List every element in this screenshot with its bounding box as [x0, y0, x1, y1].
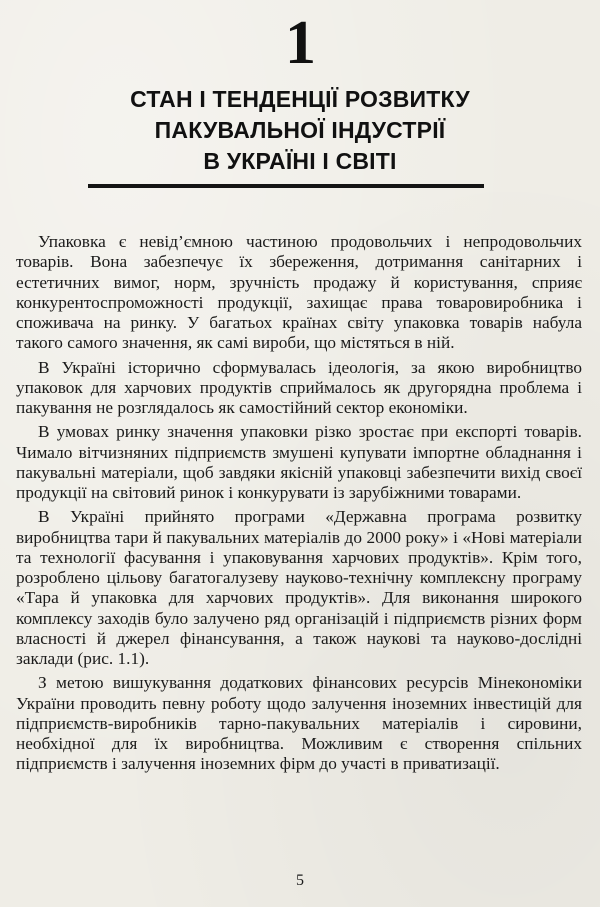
chapter-title-line: СТАН І ТЕНДЕНЦІЇ РОЗВИТКУ	[130, 86, 470, 112]
chapter-title-line: ПАКУВАЛЬНОЇ ІНДУСТРІЇ	[154, 117, 446, 143]
paragraph: В Україні прийнято програми «Державна програма розвитку виробництва тари й пакувальних матеріалів до 2000 року» і «Нові матеріали та технології фасування і упаковування харчових продуктів». Крім того, розроблено цільову багатогалузеву науково-технічну комплексну програму «Тара й упаковка для харчових продуктів». Для виконання широкого комплексу заходів було залучено ряд організацій і підприємств різних форм власності й джерел фінансування, а також наукові та науково-дослідні заклади (рис. 1.1).	[16, 507, 582, 668]
chapter-body	[16, 232, 582, 779]
paragraph: В Україні історично сформувалась ідеологія, за якою виробництво упаковок для харчових продуктів сприймалось як другорядна проблема і пакування не розглядалось як самостійний сектор економіки.	[16, 357, 582, 417]
chapter-title-line: В УКРАЇНІ І СВІТІ	[203, 148, 397, 174]
chapter-title	[60, 84, 540, 177]
title-underline-rule	[88, 184, 484, 188]
paragraph: В умовах ринку значення упаковки різко зростає при експорті товарів. Чимало вітчизняних підприємств змушені купувати імпортне обладнання і пакувальні матеріали, щоб завдяки якісній упаковці забезпечити вихід своєї продукції на світовий ринок і конкурувати із зарубіжними товарами.	[16, 422, 582, 502]
paragraph: З метою вишукування додаткових фінансових ресурсів Мінекономіки України проводить певну роботу щодо залучення іноземних інвестицій для підприємств-виробників тарно-пакувальних матеріалів і сировини, необхідної для їх виробництва. Можливим є створення спільних підприємств і залучення іноземних фірм до участі в приватизації.	[16, 673, 582, 774]
paragraph: Упаковка є невід’ємною частиною продовольчих і непродовольчих товарів. Вона забезпечує їх збереження, дотримання санітарних і естетичних вимог, норм, зручність продажу й користування, сприяє конкурентоспроможності продукції, захищає права товаровиробника і споживача на ринку. У багатьох країнах світу упаковка товарів набула такого самого значення, як самі вироби, що містяться в ній.	[16, 232, 582, 353]
page-number: 5	[296, 872, 304, 889]
chapter-number: 1	[285, 9, 315, 77]
